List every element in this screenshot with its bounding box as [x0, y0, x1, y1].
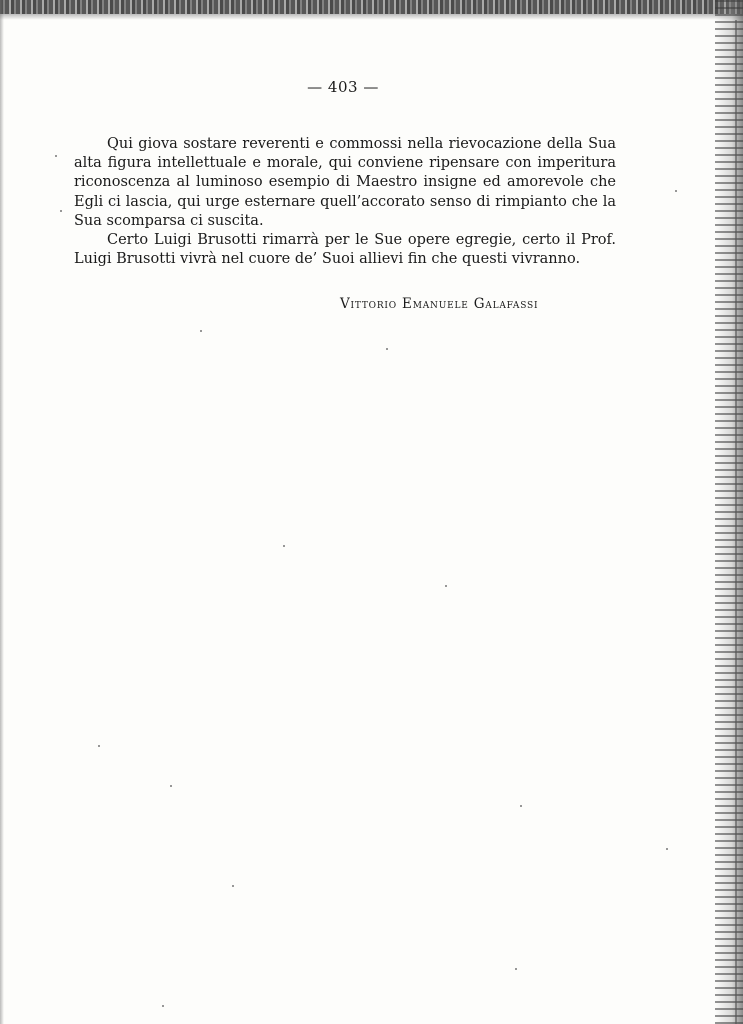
page-number: — 403 —: [307, 78, 379, 96]
scan-speck: [520, 805, 522, 807]
scan-speck: [232, 885, 234, 887]
scan-right-binding-line: [735, 20, 737, 1024]
scan-top-shadow: [0, 14, 743, 20]
scan-speck: [60, 210, 62, 212]
scan-speck: [200, 330, 202, 332]
scan-speck: [445, 585, 447, 587]
paragraph-1: Qui giova sostare reverenti e commossi nella rievocazione della Sua alta figura intellettuale e morale, qui conviene ripensare con imperitura riconoscenza al luminoso esempio di Maestro insigne ed amorevole che Egli ci lascia, qui urge esternare quell’accorato senso di rimpianto che la Sua scomparsa ci suscita.: [74, 136, 616, 229]
scan-speck: [98, 745, 100, 747]
scan-left-edge: [0, 0, 4, 1024]
scan-top-edge: [0, 0, 743, 14]
author-signature: Vittorio Emanuele Galafassi: [340, 296, 539, 312]
scan-speck: [515, 968, 517, 970]
body-text: [74, 135, 616, 269]
scan-speck: [55, 155, 57, 157]
scan-speck: [170, 785, 172, 787]
scan-speck: [666, 848, 668, 850]
scan-speck: [675, 190, 677, 192]
scan-speck: [283, 545, 285, 547]
scan-speck: [162, 1005, 164, 1007]
scan-speck: [386, 348, 388, 350]
scan-right-edge: [715, 0, 743, 1024]
paragraph-2: Certo Luigi Brusotti rimarrà per le Sue opere egregie, certo il Prof. Luigi Brusotti vivrà nel cuore de’ Suoi allievi fin che questi vivranno.: [74, 232, 616, 268]
